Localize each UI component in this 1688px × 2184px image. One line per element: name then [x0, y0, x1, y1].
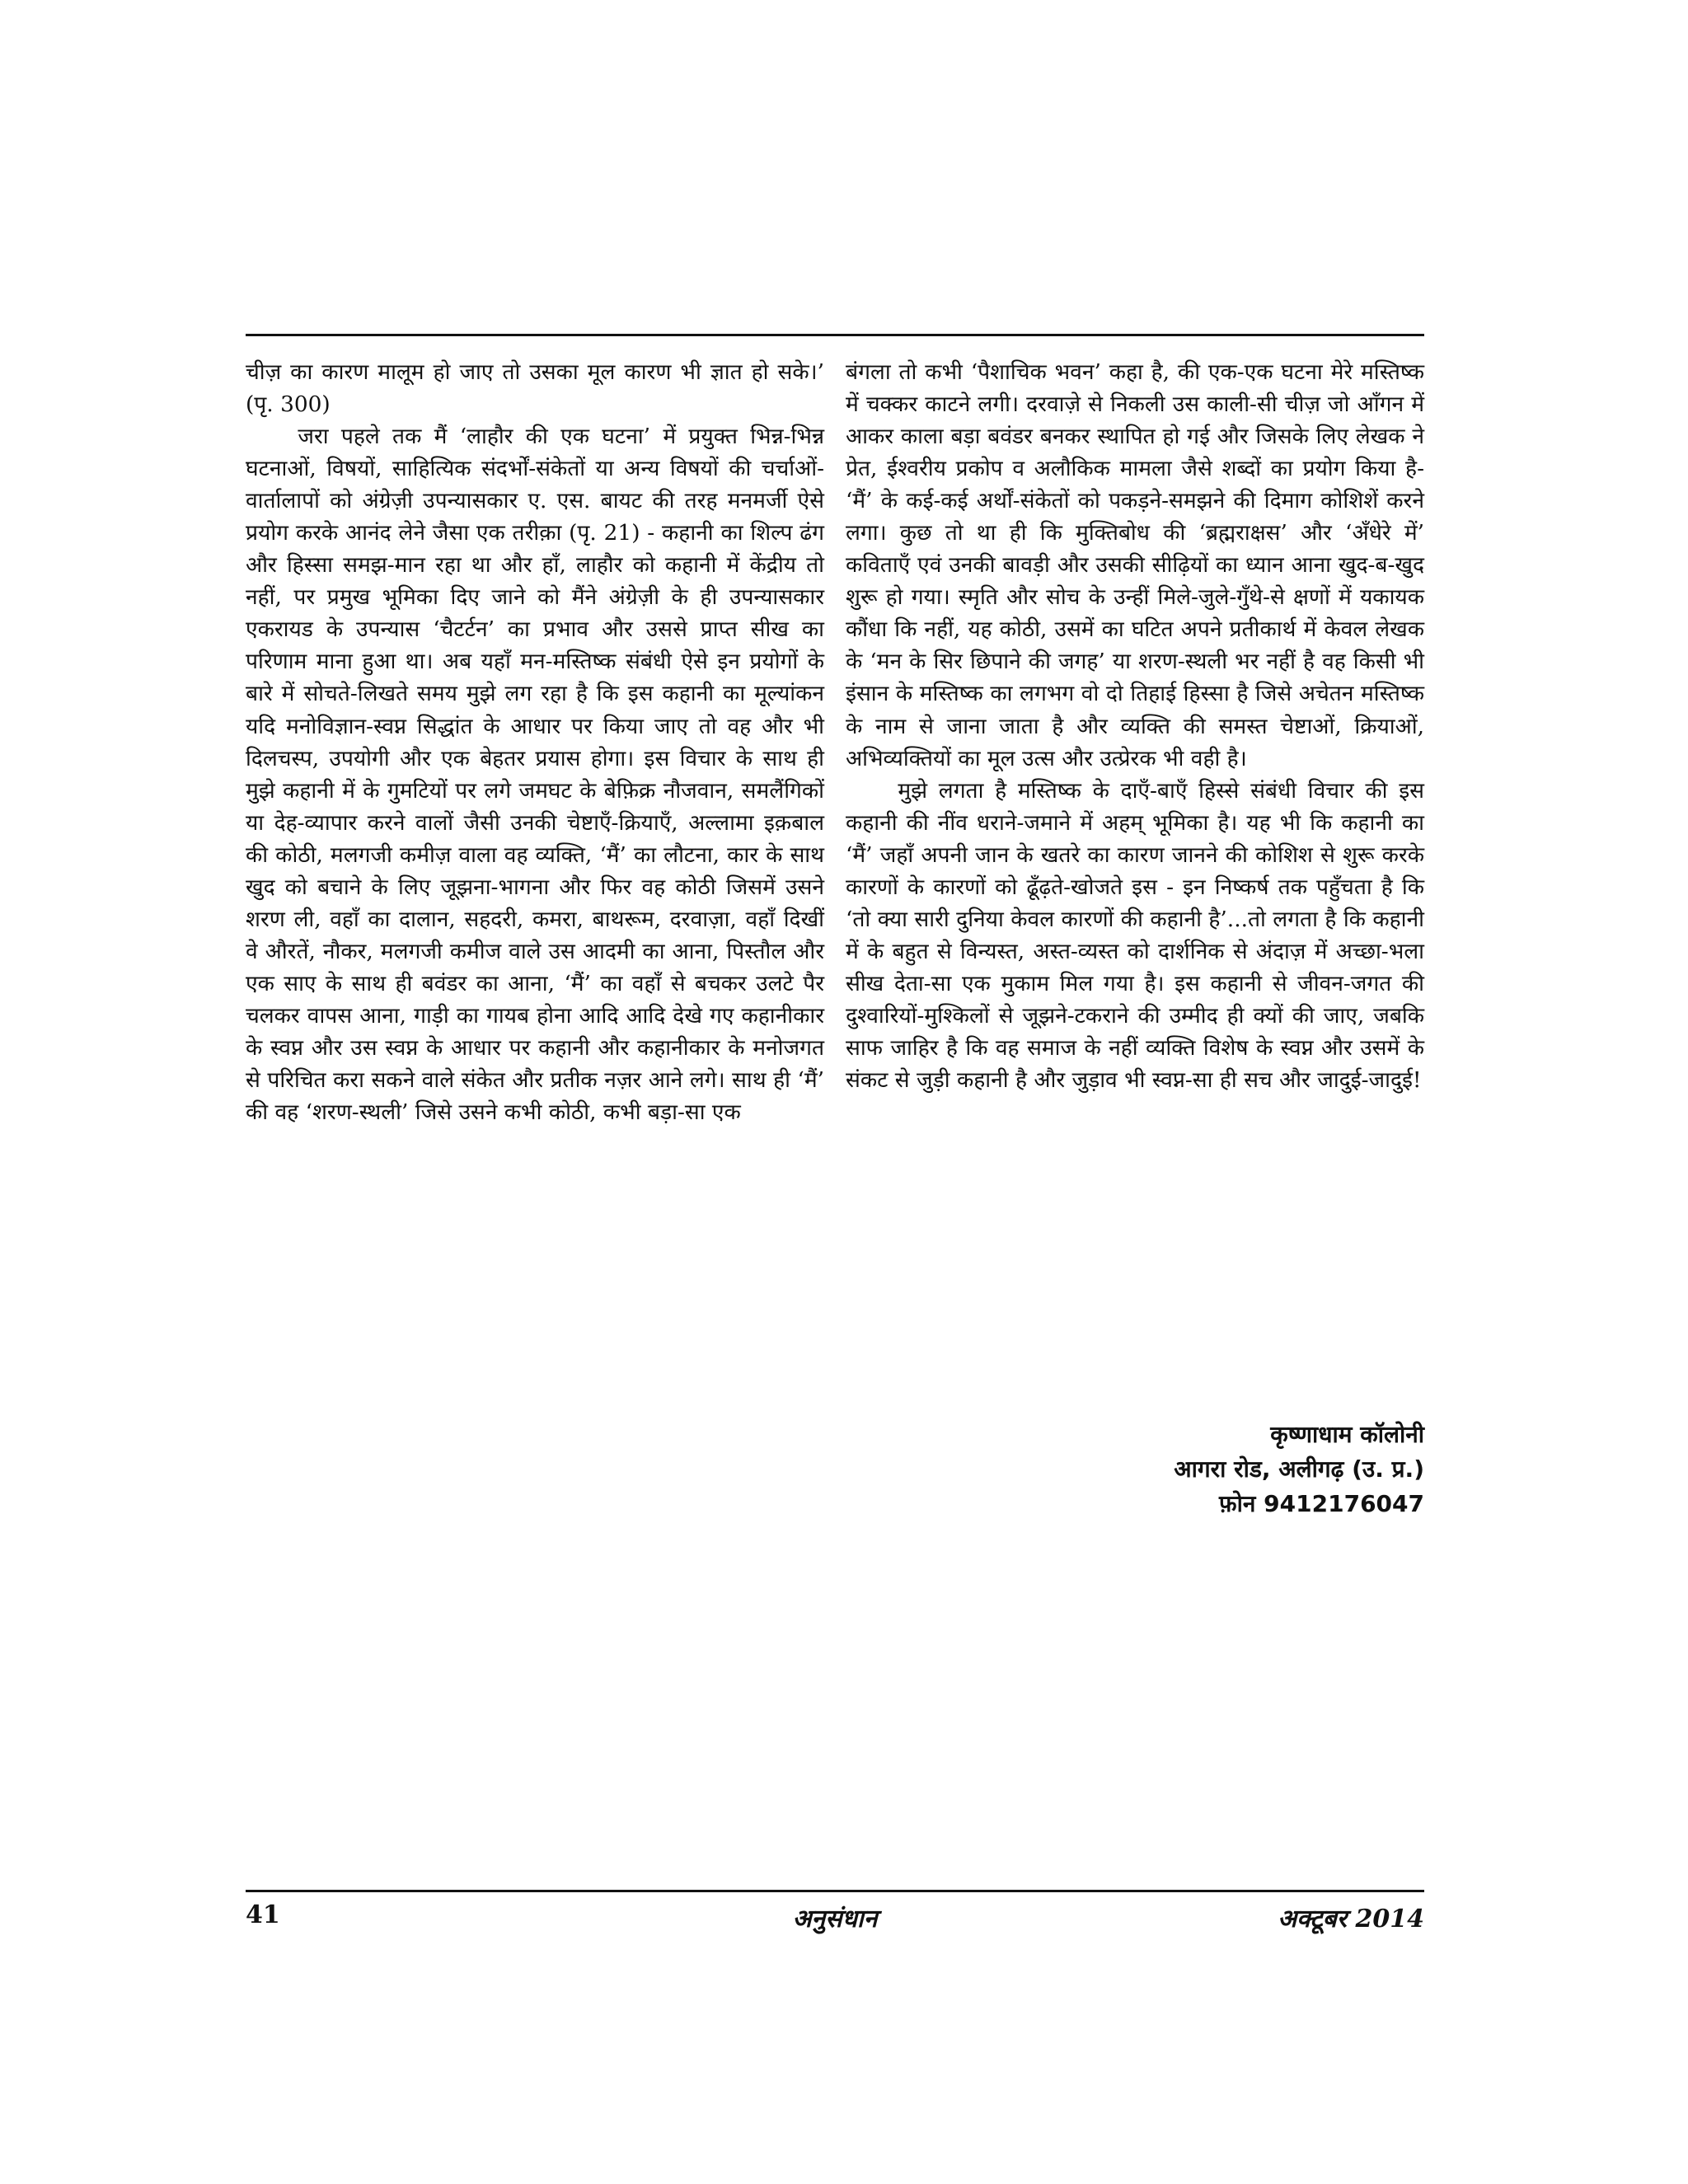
issue-date: अक्टूबर 2014 [1278, 1905, 1424, 1933]
paragraph: जरा पहले तक मैं ‘लाहौर की एक घटना’ में प्रयुक्त भिन्न-भिन्न घटनाओं, विषयों, साहित्यिक संदर्भों-संकेतों या अन्य विषयों की चर्चाओं-वार्तालापों को अंग्रेज़ी उपन्यासकार ए. एस. बायट की तरह मनमर्जी ऐसे प्रयोग करके आनंद लेने जैसा एक तरीक़ा (पृ. 21) - कहानी का शिल्प ढंग और हिस्सा समझ-मान रहा था और हाँ, लाहौर को कहानी में केंद्रीय तो नहीं, पर प्रमुख भूमिका दिए जाने को मैंने अंग्रेज़ी के ही उपन्यासकार एकरायड के उपन्यास ‘चैटर्टन’ का प्रभाव और उससे प्राप्त सीख का परिणाम माना हुआ था। अब यहाँ मन-मस्तिष्क संबंधी ऐसे इन प्रयोगों के बारे में सोचते-लिखते समय मुझे लग रहा है कि इस कहानी का मूल्यांकन यदि मनोविज्ञान-स्वप्न सिद्धांत के आधार पर किया जाए तो वह और भी दिलचस्प, उपयोगी और एक बेहतर प्रयास होगा। इस विचार के साथ ही मुझे कहानी में के गुमटियों पर लगे जमघट के बेफ़िक्र नौजवान, समलैंगिकों या देह-व्यापार करने वालों जैसी उनकी चेष्टाएँ-क्रियाएँ, अल्लामा इक़बाल की कोठी, मलगजी कमीज़ वाला वह व्यक्ति, ‘मैं’ का लौटना, कार के साथ खुद को बचाने के लिए जूझना-भागना और फिर वह कोठी जिसमें उसने शरण ली, वहाँ का दालान, सहदरी, कमरा, बाथरूम, दरवाज़ा, वहाँ दिखीं वे औरतें, नौकर, मलगजी कमीज वाले उस आदमी का आना, पिस्तौल और एक साए के साथ ही बवंडर का आना, ‘मैं’ का वहाँ से बचकर उलटे पैर चलकर वापस आना, गाड़ी का गायब होना आदि आदि देखे गए कहानीकार के स्वप्न और उस स्वप्न के आधार पर कहानी और कहानीकार के मनोजगत से परिचित करा सकने वाले संकेत और प्रतीक नज़र आने लगे। साथ ही ‘मैं’ की वह ‘शरण-स्थली’ जिसे उसने कभी कोठी, कभी बड़ा-सा एक [246, 424, 824, 1126]
magazine-title: अनुसंधान [792, 1905, 878, 1933]
top-rule [246, 334, 1424, 336]
right-column [846, 356, 1424, 1096]
paragraph: मुझे लगता है मस्तिष्क के दाएँ-बाएँ हिस्से संबंधी विचार की इस कहानी की नींव धराने-जमाने में अहम् भूमिका है। यह भी कि कहानी का ‘मैं’ जहाँ अपनी जान के खतरे का कारण जानने की कोशिश से शुरू करके कारणों के कारणों को ढूँढ़ते-खोजते इस - इन निष्कर्ष तक पहुँचता है कि ‘तो क्या सारी दुनिया केवल कारणों की कहानी है’...तो लगता है कि कहानी में के बहुत से विन्यस्त, अस्त-व्यस्त को दार्शनिक से अंदाज़ में अच्छा-भला सीख देता-सा एक मुकाम मिल गया है। इस कहानी से जीवन-जगत की दुश्वारियों-मुश्किलों से जूझने-टकराने की उम्मीद ही क्यों की जाए, जबकि साफ जाहिर है कि वह समाज के नहीं व्यक्ति विशेष के स्वप्न और उसमें के संकट से जुड़ी कहानी है और जुड़ाव भी स्वप्न-सा ही सच और जादुई-जादुई! [846, 777, 1424, 1094]
page-number: 41 [246, 1900, 280, 1929]
address-line-2: आगरा रोड, अलीगढ़ (उ. प्र.) [1174, 1455, 1424, 1483]
bottom-rule [246, 1890, 1424, 1892]
page-footer [246, 1900, 1424, 1942]
phone-line: फ़ोन 9412176047 [1219, 1490, 1424, 1517]
author-address [1174, 1418, 1424, 1521]
address-line-1: कृष्णाधाम कॉलोनी [1270, 1421, 1424, 1448]
paragraph: चीज़ का कारण मालूम हो जाए तो उसका मूल कारण भी ज्ञात हो सके।’ (पृ. 300) [246, 359, 824, 418]
left-column [246, 356, 824, 1128]
paragraph: बंगला तो कभी ‘पैशाचिक भवन’ कहा है, की एक-एक घटना मेरे मस्तिष्क में चक्कर काटने लगी। दरवाज़े से निकली उस काली-सी चीज़ जो आँगन में आकर काला बड़ा बवंडर बनकर स्थापित हो गई और जिसके लिए लेखक ने प्रेत, ईश्वरीय प्रकोप व अलौकिक मामला जैसे शब्दों का प्रयोग किया है- ‘मैं’ के कई-कई अर्थों-संकेतों को पकड़ने-समझने की दिमाग कोशिशें करने लगा। कुछ तो था ही कि मुक्तिबोध की ‘ब्रह्मराक्षस’ और ‘अँधेरे में’ कविताएँ एवं उनकी बावड़ी और उसकी सीढ़ियों का ध्यान आना खुद-ब-खुद शुरू हो गया। स्मृति और सोच के उन्हीं मिले-जुले-गुँथे-से क्षणों में यकायक कौंधा कि नहीं, यह कोठी, उसमें का घटित अपने प्रतीकार्थ में केवल लेखक के ‘मन के सिर छिपाने की जगह’ या शरण-स्थली भर नहीं है वह किसी भी इंसान के मस्तिष्क का लगभग वो दो तिहाई हिस्सा है जिसे अचेतन मस्तिष्क के नाम से जाना जाता है और व्यक्ति की समस्त चेष्टाओं, क्रियाओं, अभिव्यक्तियों का मूल उत्स और उत्प्रेरक भी वही है। [846, 359, 1424, 771]
